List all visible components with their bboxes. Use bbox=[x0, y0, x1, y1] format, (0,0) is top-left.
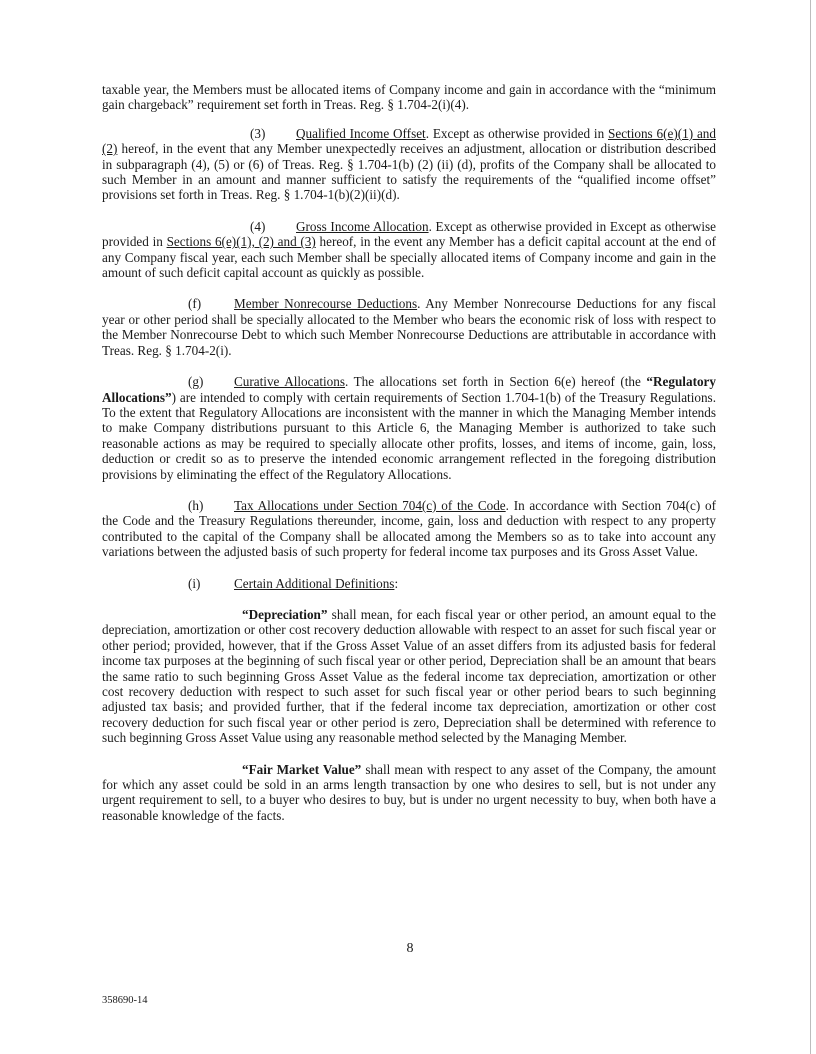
fair-market-value-term: “Fair Market Value” bbox=[242, 761, 362, 777]
section-3-text-b: hereof, in the event that any Member unexpectedly receives an adjustment, allocation or distribution described in subparagraph (4), (5) or (6) of Treas. Reg. § 1.704-1(b) (2) (ii) (d), profits of the Company shall be allocated to such Member in an amount and manner sufficient to satisfy the requirements of the “qualified income offset” provisions set forth in Treas. Reg. § 1.704-1(b)(2)(ii)(d). bbox=[102, 141, 716, 203]
section-f-paragraph bbox=[102, 296, 716, 358]
section-i-colon: : bbox=[394, 575, 399, 591]
section-3-reference: Sections 6(e)(1) and (2) bbox=[102, 125, 716, 157]
document-body bbox=[102, 82, 716, 839]
intro-paragraph bbox=[102, 82, 716, 113]
section-g-defined-term: “Regulatory Allocations” bbox=[102, 374, 716, 405]
section-g-text-b: ) are intended to comply with certain requirements of Section 1.704-1(b) of the Treasury Regulations. To the extent that Regulatory Allocations are inconsistent with the manner in which the Managing Member intends to make Company distributions pursuant to this Article 6, the Managing Member is authorized to take such reasonable actions as may be required to specially allocate other profits, losses, and items of income, gain, loss, deduction or credit so as to preserve the intended economic arrangement reflected in the foregoing distribution provisions by eliminating the effect of the Regulatory Allocations. bbox=[102, 389, 716, 482]
section-f-title: Member Nonrecourse Deductions bbox=[234, 296, 418, 312]
depreciation-definition bbox=[102, 607, 716, 746]
section-g-text-a: . The allocations set forth in Section 6(e) hereof (the bbox=[345, 374, 647, 390]
scan-edge-line bbox=[810, 0, 811, 1054]
section-4-text-b: hereof, in the event any Member has a deficit capital account at the end of any Company fiscal year, each such Member shall be specially allocated items of Company income and gain in the amount of such deficit capital account as quickly as possible. bbox=[102, 234, 716, 281]
section-g-title: Curative Allocations bbox=[234, 374, 345, 390]
page-number: 8 bbox=[406, 941, 414, 956]
section-4-text-a: . Except as otherwise provided in Except as otherwise provided in bbox=[102, 218, 716, 250]
section-h-number: (h) bbox=[188, 497, 204, 513]
section-g-number: (g) bbox=[188, 374, 204, 390]
section-4-paragraph bbox=[102, 219, 716, 281]
section-3-text-a: . Except as otherwise provided in bbox=[425, 125, 608, 141]
intro-text: taxable year, the Members must be allocated items of Company income and gain in accordance with the “minimum gain chargeback” requirement set forth in Treas. Reg. § 1.704-2(i)(4). bbox=[102, 82, 716, 113]
section-4-number: (4) bbox=[250, 218, 266, 234]
section-3-title: Qualified Income Offset bbox=[296, 125, 426, 141]
section-h-text: . In accordance with Section 704(c) of the Code and the Treasury Regulations thereunder, income, gain, loss and deduction with respect to any property contributed to the capital of the Company shall be allocated among the Members so as to take into account any variations between the adjusted basis of such property for federal income tax purposes and its Gross Asset Value. bbox=[102, 497, 716, 560]
fair-market-value-definition bbox=[102, 762, 716, 824]
section-4-reference: Sections 6(e)(1), (2) and (3) bbox=[166, 234, 316, 250]
document-id: 358690-14 bbox=[102, 995, 148, 1006]
section-i-number: (i) bbox=[188, 575, 201, 591]
depreciation-term: “Depreciation” bbox=[242, 606, 328, 622]
section-i-heading bbox=[102, 576, 716, 591]
section-f-text: . Any Member Nonrecourse Deductions for any fiscal year or other period shall be specially allocated to the Member who bears the economic risk of loss with respect to the Member Nonrecourse Debt to which such Member Nonrecourse Deductions are attributable in accordance with Treas. Reg. § 1.704-2(i). bbox=[102, 296, 716, 358]
section-i-title: Certain Additional Definitions bbox=[234, 575, 395, 591]
depreciation-text: shall mean, for each fiscal year or other period, an amount equal to the depreciation, amortization or other cost recovery deduction allowable with respect to an asset for such fiscal year or other period; provided, however, that if the Gross Asset Value of an asset differs from its adjusted basis for federal income tax purposes at the beginning of such fiscal year or other period, Depreciation shall be an amount that bears the same ratio to such beginning Gross Asset Value as the federal income tax depreciation, amortization or other cost recovery deduction with respect to such asset for such fiscal year or other period bears to such beginning adjusted tax basis; and provided further, that if the federal income tax depreciation, amortization or other cost recovery deduction for such fiscal year or other period is zero, Depreciation shall be determined with reference to such beginning Gross Asset Value using any reasonable method selected by the Managing Member. bbox=[102, 606, 716, 746]
fair-market-value-text: shall mean with respect to any asset of the Company, the amount for which any asset could be sold in an arms length transaction by one who desires to sell, but is not under any urgent requirement to sell, to a buyer who desires to buy, but is under no urgent necessity to buy, when both have a reasonable knowledge of the facts. bbox=[102, 761, 716, 823]
section-h-title: Tax Allocations under Section 704(c) of the Code bbox=[234, 497, 506, 513]
section-h-paragraph bbox=[102, 498, 716, 560]
section-4-title: Gross Income Allocation bbox=[296, 218, 429, 234]
section-f-number: (f) bbox=[188, 296, 202, 312]
section-3-number: (3) bbox=[250, 125, 266, 141]
section-g-paragraph bbox=[102, 374, 716, 482]
section-3-paragraph bbox=[102, 126, 716, 203]
